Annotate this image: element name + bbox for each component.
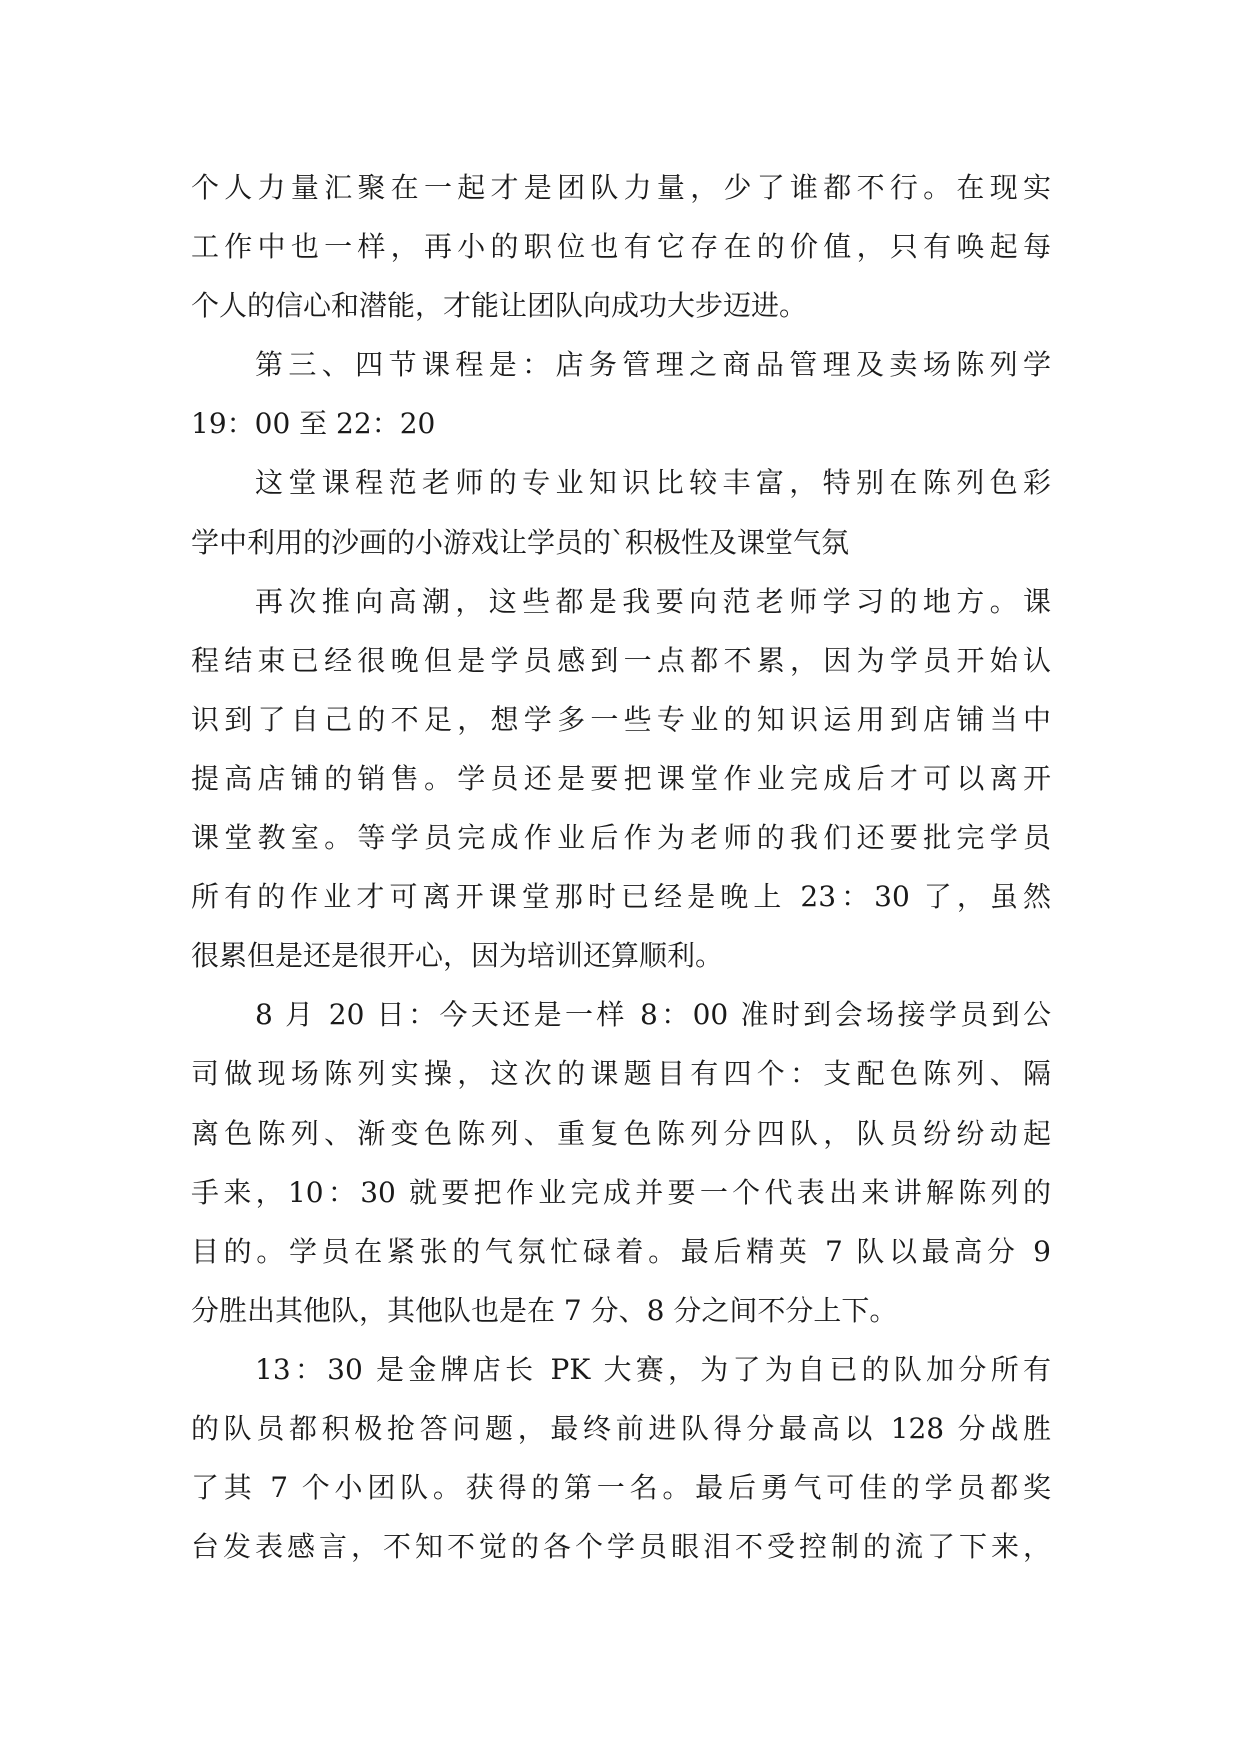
text-line: 个人力量汇聚在一起才是团队力量，少了谁都不行。在现实 bbox=[191, 171, 1051, 204]
text-line: 13：30 是金牌店长 PK 大赛，为了为自已的队加分所有 bbox=[255, 1352, 1051, 1386]
text-line: 课堂教室。等学员完成作业后作为老师的我们还要批完学员 bbox=[191, 821, 1051, 855]
text-line: 工作中也一样，再小的职位也有它存在的价值，只有唤起每 bbox=[191, 230, 1051, 264]
text-line: 这堂课程范老师的专业知识比较丰富，特别在陈列色彩 bbox=[255, 466, 1051, 500]
text-line: 台发表感言，不知不觉的各个学员眼泪不受控制的流了下来， bbox=[191, 1530, 1051, 1564]
text-line: 提高店铺的销售。学员还是要把课堂作业完成后才可以离开 bbox=[191, 761, 1051, 795]
text-line: 第三、四节课程是：店务管理之商品管理及卖场陈列学 bbox=[255, 348, 1051, 382]
text-line: 学中利用的沙画的小游戏让学员的`积极性及课堂气氛 bbox=[191, 525, 850, 559]
text-line: 分胜出其他队，其他队也是在 7 分、8 分之间不分上下。 bbox=[191, 1293, 898, 1327]
text-line: 目的。学员在紧张的气氛忙碌着。最后精英 7 队以最高分 9 bbox=[191, 1234, 1051, 1268]
text-line: 个人的信心和潜能，才能让团队向成功大步迈进。 bbox=[191, 289, 808, 323]
text-line: 8 月 20 日：今天还是一样 8：00 准时到会场接学员到公 bbox=[255, 998, 1051, 1032]
text-line: 识到了自己的不足，想学多一些专业的知识运用到店铺当中 bbox=[191, 702, 1051, 736]
text-line: 的队员都积极抢答问题，最终前进队得分最高以 128 分战胜 bbox=[191, 1411, 1051, 1445]
text-line: 再次推向高潮，这些都是我要向范老师学习的地方。课 bbox=[255, 584, 1051, 618]
text-line: 很累但是还是很开心，因为培训还算顺利。 bbox=[191, 939, 724, 973]
text-line: 手来，10：30 就要把作业完成并要一个代表出来讲解陈列的 bbox=[191, 1175, 1051, 1209]
text-line: 了其 7 个小团队。获得的第一名。最后勇气可佳的学员都奖 bbox=[191, 1471, 1051, 1505]
text-line: 19：00 至 22：20 bbox=[191, 407, 436, 441]
text-line: 程结束已经很晚但是学员感到一点都不累，因为学员开始认 bbox=[191, 643, 1051, 677]
body-text bbox=[191, 158, 1051, 1576]
text-line: 所有的作业才可离开课堂那时已经是晚上 23：30 了，虽然 bbox=[191, 880, 1051, 914]
text-line: 离色陈列、渐变色陈列、重复色陈列分四队，队员纷纷动起 bbox=[191, 1116, 1051, 1150]
text-line: 司做现场陈列实操，这次的课题目有四个：支配色陈列、隔 bbox=[191, 1057, 1051, 1091]
